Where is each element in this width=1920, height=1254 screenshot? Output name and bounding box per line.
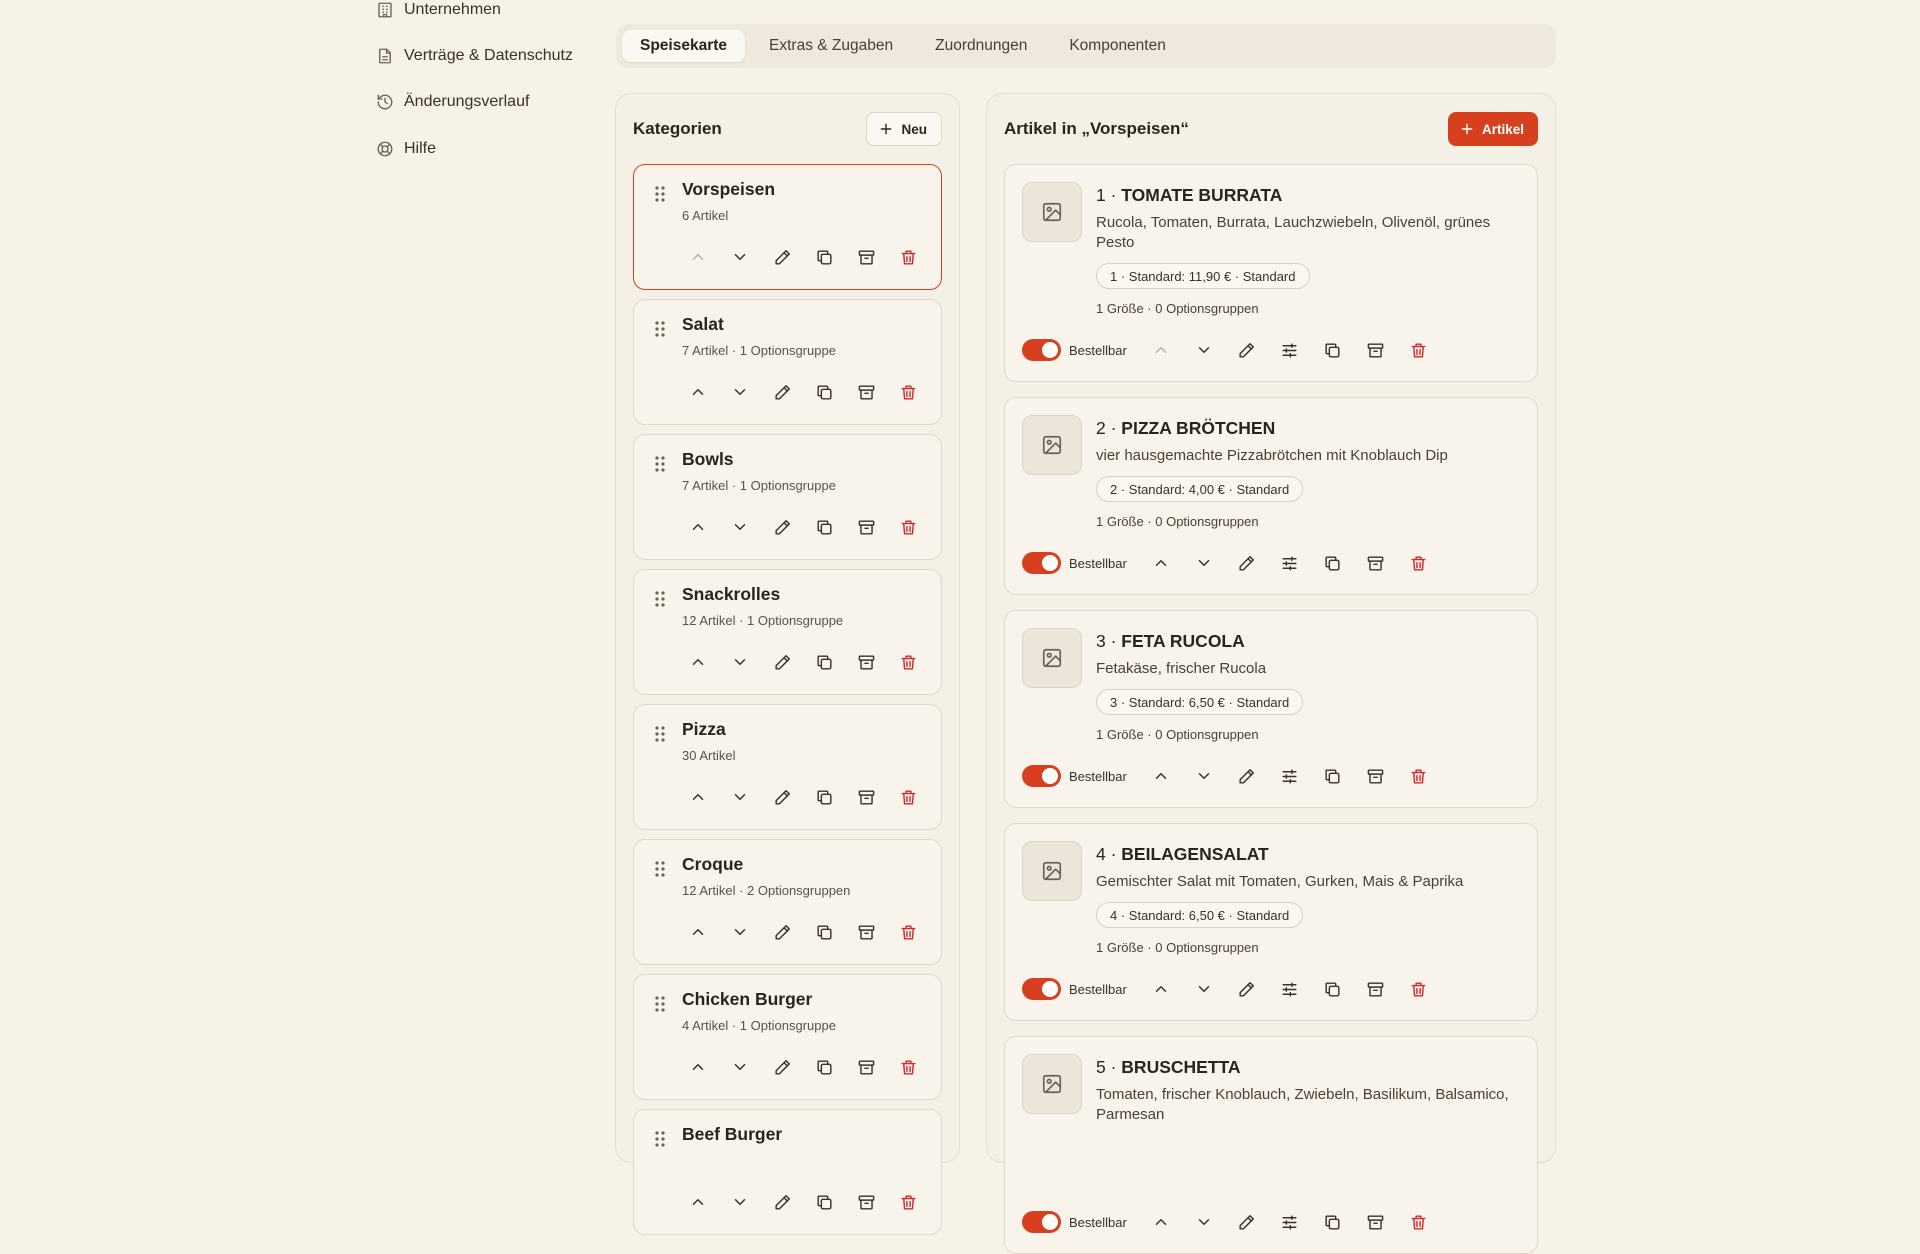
bestellbar-label: Bestellbar xyxy=(1069,342,1127,358)
move-down-button[interactable] xyxy=(1192,1210,1216,1234)
document-icon xyxy=(376,47,394,65)
move-up-button[interactable] xyxy=(686,1190,710,1214)
sidebar-item-unternehmen[interactable] xyxy=(376,0,501,22)
move-up-button[interactable] xyxy=(1149,551,1173,575)
category-card[interactable] xyxy=(633,299,942,425)
categories-title: Kategorien xyxy=(633,119,722,138)
duplicate-button[interactable] xyxy=(812,650,836,674)
move-down-button[interactable] xyxy=(728,785,752,809)
move-up-button[interactable] xyxy=(1149,1210,1173,1234)
move-up-button[interactable] xyxy=(686,785,710,809)
move-down-button[interactable] xyxy=(728,920,752,944)
delete-button[interactable] xyxy=(1407,1210,1431,1234)
move-down-button[interactable] xyxy=(728,245,752,269)
duplicate-button[interactable] xyxy=(812,515,836,539)
delete-button[interactable] xyxy=(896,245,920,269)
sidebar-item-label: Unternehmen xyxy=(404,1,501,18)
move-down-button[interactable] xyxy=(1192,764,1216,788)
category-card[interactable] xyxy=(633,164,942,290)
article-actions xyxy=(1022,551,1450,575)
options-sliders-button[interactable] xyxy=(1278,338,1302,362)
category-card[interactable] xyxy=(633,974,942,1100)
article-actions xyxy=(1022,338,1450,362)
category-name: Pizza xyxy=(682,719,726,739)
category-name: Croque xyxy=(682,854,744,874)
edit-button[interactable] xyxy=(770,515,794,539)
sidebar-item-vertraege[interactable] xyxy=(376,44,573,68)
plus-icon xyxy=(1460,122,1474,136)
menu-tabs xyxy=(616,24,1556,68)
archive-button[interactable] xyxy=(1364,338,1388,362)
options-sliders-button[interactable] xyxy=(1278,551,1302,575)
drag-handle-icon[interactable] xyxy=(653,185,667,203)
archive-button[interactable] xyxy=(854,245,878,269)
drag-handle-icon[interactable] xyxy=(653,590,667,608)
archive-button[interactable] xyxy=(1364,1210,1388,1234)
category-meta: 4 Artikel · 1 Optionsgruppe xyxy=(682,1018,836,1033)
edit-button[interactable] xyxy=(1235,764,1259,788)
sidebar-item-label: Änderungsverlauf xyxy=(404,93,530,110)
duplicate-button[interactable] xyxy=(812,920,836,944)
category-meta: 12 Artikel · 2 Optionsgruppen xyxy=(682,883,851,898)
tab-speisekarte[interactable]: Speisekarte xyxy=(622,30,745,62)
archive-button[interactable] xyxy=(854,515,878,539)
archive-button[interactable] xyxy=(854,920,878,944)
category-actions xyxy=(686,245,920,269)
category-card[interactable] xyxy=(633,569,942,695)
drag-handle-icon[interactable] xyxy=(653,725,667,743)
sidebar-item-aenderungsverlauf[interactable] xyxy=(376,90,529,114)
category-actions xyxy=(686,515,920,539)
category-card[interactable] xyxy=(633,1109,942,1235)
article-name: TOMATE BURRATA xyxy=(1121,185,1283,205)
category-name: Snackrolles xyxy=(682,584,781,604)
bestellbar-toggle[interactable] xyxy=(1022,339,1061,361)
article-image-placeholder[interactable] xyxy=(1022,182,1082,242)
bestellbar-toggle[interactable] xyxy=(1022,1211,1061,1233)
articles-title: Artikel in „Vorspeisen“ xyxy=(1004,119,1189,138)
article-number: 5 · xyxy=(1096,1057,1122,1077)
move-up-button[interactable] xyxy=(686,245,710,269)
move-up-button[interactable] xyxy=(686,920,710,944)
image-icon xyxy=(1041,860,1063,882)
category-actions xyxy=(686,920,920,944)
move-up-button[interactable] xyxy=(1149,338,1173,362)
article-description: Gemischter Salat mit Tomaten, Gurken, Mais & Paprika xyxy=(1096,873,1464,890)
edit-button[interactable] xyxy=(770,1055,794,1079)
delete-button[interactable] xyxy=(896,650,920,674)
bestellbar-toggle[interactable] xyxy=(1022,765,1061,787)
move-up-button[interactable] xyxy=(1149,977,1173,1001)
duplicate-button[interactable] xyxy=(812,1190,836,1214)
bestellbar-label: Bestellbar xyxy=(1069,1214,1127,1230)
image-icon xyxy=(1041,201,1063,223)
article-meta: 1 Größe · 0 Optionsgruppen xyxy=(1096,727,1259,742)
category-name: Salat xyxy=(682,314,724,334)
article-image-placeholder[interactable] xyxy=(1022,1054,1082,1114)
options-sliders-button[interactable] xyxy=(1278,977,1302,1001)
article-card[interactable] xyxy=(1004,823,1538,1021)
article-image-placeholder[interactable] xyxy=(1022,628,1082,688)
edit-button[interactable] xyxy=(770,920,794,944)
delete-button[interactable] xyxy=(896,1190,920,1214)
lifebuoy-icon xyxy=(376,140,394,158)
archive-button[interactable] xyxy=(854,380,878,404)
archive-button[interactable] xyxy=(854,650,878,674)
delete-button[interactable] xyxy=(896,515,920,539)
bestellbar-toggle[interactable] xyxy=(1022,552,1061,574)
price-variant-pill: 4 · Standard: 6,50 € · Standard xyxy=(1096,902,1303,928)
delete-button[interactable] xyxy=(1407,764,1431,788)
article-actions xyxy=(1022,977,1450,1001)
image-icon xyxy=(1041,647,1063,669)
drag-handle-icon[interactable] xyxy=(653,455,667,473)
move-down-button[interactable] xyxy=(1192,551,1216,575)
options-sliders-button[interactable] xyxy=(1278,1210,1302,1234)
archive-button[interactable] xyxy=(1364,551,1388,575)
plus-icon xyxy=(879,122,893,136)
edit-button[interactable] xyxy=(1235,977,1259,1001)
drag-handle-icon[interactable] xyxy=(653,860,667,878)
article-card[interactable] xyxy=(1004,610,1538,808)
move-up-button[interactable] xyxy=(686,380,710,404)
article-name: FETA RUCOLA xyxy=(1121,631,1245,651)
duplicate-button[interactable] xyxy=(1321,977,1345,1001)
delete-button[interactable] xyxy=(1407,977,1431,1001)
categories-panel xyxy=(615,93,960,1163)
archive-button[interactable] xyxy=(854,1190,878,1214)
move-up-button[interactable] xyxy=(686,515,710,539)
delete-button[interactable] xyxy=(896,785,920,809)
article-meta: 1 Größe · 0 Optionsgruppen xyxy=(1096,514,1259,529)
article-card[interactable] xyxy=(1004,397,1538,595)
edit-button[interactable] xyxy=(770,380,794,404)
category-meta: 7 Artikel · 1 Optionsgruppe xyxy=(682,343,836,358)
category-name: Bowls xyxy=(682,449,734,469)
category-card[interactable] xyxy=(633,704,942,830)
article-name: PIZZA BRÖTCHEN xyxy=(1121,418,1276,438)
archive-button[interactable] xyxy=(854,1055,878,1079)
move-down-button[interactable] xyxy=(728,380,752,404)
article-title xyxy=(1096,631,1245,652)
article-title xyxy=(1096,844,1269,865)
bestellbar-label: Bestellbar xyxy=(1069,768,1127,784)
article-actions xyxy=(1022,1210,1450,1234)
price-variant-pill: 1 · Standard: 11,90 € · Standard xyxy=(1096,263,1310,289)
articles-panel xyxy=(986,93,1556,1230)
article-number: 2 · xyxy=(1096,418,1122,438)
bestellbar-label: Bestellbar xyxy=(1069,555,1127,571)
archive-button[interactable] xyxy=(1364,764,1388,788)
article-description: vier hausgemachte Pizzabrötchen mit Knoblauch Dip xyxy=(1096,447,1448,464)
drag-handle-icon[interactable] xyxy=(653,995,667,1013)
category-name: Vorspeisen xyxy=(682,179,776,199)
move-down-button[interactable] xyxy=(728,1190,752,1214)
article-title xyxy=(1096,1057,1241,1078)
edit-button[interactable] xyxy=(770,650,794,674)
price-variant-pill: 2 · Standard: 4,00 € · Standard xyxy=(1096,476,1303,502)
article-image-placeholder[interactable] xyxy=(1022,415,1082,475)
new-category-button[interactable] xyxy=(866,112,942,146)
duplicate-button[interactable] xyxy=(812,380,836,404)
new-category-label: Neu xyxy=(901,121,927,137)
move-up-button[interactable] xyxy=(1149,764,1173,788)
duplicate-button[interactable] xyxy=(1321,764,1345,788)
category-actions xyxy=(686,1055,920,1079)
history-icon xyxy=(376,93,394,111)
article-number: 3 · xyxy=(1096,631,1122,651)
edit-button[interactable] xyxy=(770,245,794,269)
bestellbar-toggle[interactable] xyxy=(1022,978,1061,1000)
article-name: BRUSCHETTA xyxy=(1121,1057,1241,1077)
drag-handle-icon[interactable] xyxy=(653,320,667,338)
category-card[interactable] xyxy=(633,434,942,560)
image-icon xyxy=(1041,434,1063,456)
tab-zuordnungen[interactable]: Zuordnungen xyxy=(935,37,1028,54)
move-down-button[interactable] xyxy=(728,515,752,539)
move-down-button[interactable] xyxy=(1192,977,1216,1001)
category-actions xyxy=(686,650,920,674)
archive-button[interactable] xyxy=(854,785,878,809)
price-variant-pill: 3 · Standard: 6,50 € · Standard xyxy=(1096,689,1303,715)
sidebar-item-label: Verträge & Datenschutz xyxy=(404,47,573,64)
article-description: Fetakäse, frischer Rucola xyxy=(1096,660,1267,677)
edit-button[interactable] xyxy=(1235,338,1259,362)
duplicate-button[interactable] xyxy=(1321,338,1345,362)
drag-handle-icon[interactable] xyxy=(653,1130,667,1148)
category-actions xyxy=(686,785,920,809)
duplicate-button[interactable] xyxy=(1321,1210,1345,1234)
tab-extras-zugaben[interactable]: Extras & Zugaben xyxy=(769,37,894,54)
category-meta: 7 Artikel · 1 Optionsgruppe xyxy=(682,478,836,493)
delete-button[interactable] xyxy=(1407,338,1431,362)
article-number: 4 · xyxy=(1096,844,1122,864)
article-card[interactable] xyxy=(1004,164,1538,382)
move-up-button[interactable] xyxy=(686,1055,710,1079)
duplicate-button[interactable] xyxy=(812,785,836,809)
sidebar-item-label: Hilfe xyxy=(404,140,437,157)
article-title xyxy=(1096,418,1275,439)
delete-button[interactable] xyxy=(896,1055,920,1079)
category-actions xyxy=(686,380,920,404)
duplicate-button[interactable] xyxy=(812,1055,836,1079)
article-meta: 1 Größe · 0 Optionsgruppen xyxy=(1096,301,1259,316)
tab-komponenten[interactable]: Komponenten xyxy=(1069,37,1166,54)
move-up-button[interactable] xyxy=(686,650,710,674)
move-down-button[interactable] xyxy=(1192,338,1216,362)
add-article-label: Artikel xyxy=(1481,121,1524,137)
delete-button[interactable] xyxy=(1407,551,1431,575)
duplicate-button[interactable] xyxy=(1321,551,1345,575)
article-meta: 1 Größe · 0 Optionsgruppen xyxy=(1096,940,1259,955)
building-icon xyxy=(376,1,394,19)
article-image-placeholder[interactable] xyxy=(1022,841,1082,901)
edit-button[interactable] xyxy=(1235,551,1259,575)
archive-button[interactable] xyxy=(1364,977,1388,1001)
options-sliders-button[interactable] xyxy=(1278,764,1302,788)
article-description: Rucola, Tomaten, Burrata, Lauchzwiebeln, Olivenöl, grünes Pesto xyxy=(1096,214,1491,251)
category-name: Beef Burger xyxy=(682,1124,783,1144)
delete-button[interactable] xyxy=(896,380,920,404)
image-icon xyxy=(1041,1073,1063,1095)
bestellbar-label: Bestellbar xyxy=(1069,981,1127,997)
category-meta: 30 Artikel xyxy=(682,748,736,763)
article-card[interactable] xyxy=(1004,1036,1538,1254)
sidebar-item-hilfe[interactable] xyxy=(376,137,436,161)
edit-button[interactable] xyxy=(770,1190,794,1214)
category-actions xyxy=(686,1190,920,1214)
category-card[interactable] xyxy=(633,839,942,965)
edit-button[interactable] xyxy=(1235,1210,1259,1234)
delete-button[interactable] xyxy=(896,920,920,944)
edit-button[interactable] xyxy=(770,785,794,809)
category-name: Chicken Burger xyxy=(682,989,813,1009)
move-down-button[interactable] xyxy=(728,650,752,674)
article-title xyxy=(1096,185,1282,206)
article-name: BEILAGENSALAT xyxy=(1121,844,1269,864)
add-article-button[interactable] xyxy=(1448,112,1538,146)
article-description: Tomaten, frischer Knoblauch, Zwiebeln, Basilikum, Balsamico, Parmesan xyxy=(1096,1086,1509,1123)
category-meta: 12 Artikel · 1 Optionsgruppe xyxy=(682,613,844,628)
article-actions xyxy=(1022,764,1450,788)
duplicate-button[interactable] xyxy=(812,245,836,269)
move-down-button[interactable] xyxy=(728,1055,752,1079)
category-meta: 6 Artikel xyxy=(682,208,729,223)
article-number: 1 · xyxy=(1096,185,1122,205)
